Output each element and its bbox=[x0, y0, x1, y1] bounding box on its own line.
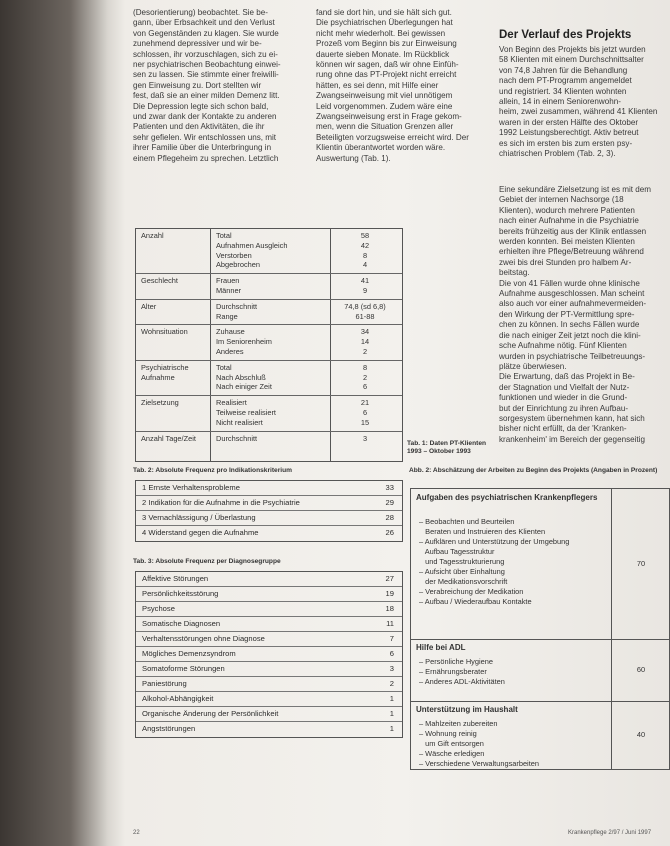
table3-row-value: 2 bbox=[389, 679, 394, 688]
table1-group-label: Zielsetzung bbox=[141, 398, 179, 408]
table1-caption: Tab. 1: Daten PT-Klienten 1993 – Oktober 1993 bbox=[407, 440, 487, 455]
table1-item-value: 4 bbox=[362, 260, 368, 270]
table1-item-value: 8 bbox=[362, 250, 368, 260]
figure2-item: – Mahlzeiten zubereiten bbox=[419, 719, 498, 728]
figure2-section-title: Unterstützung im Haushalt bbox=[416, 705, 518, 714]
table1-item-label: Nicht realisiert bbox=[216, 417, 263, 427]
table1-divider bbox=[136, 299, 402, 300]
table3-row-label: Alkohol-Abhängigkeit bbox=[142, 694, 214, 703]
table3-row bbox=[136, 587, 402, 602]
table3-row bbox=[136, 677, 402, 692]
table1-item-label: Abgebrochen bbox=[216, 260, 260, 270]
table1-item-label: Frauen bbox=[216, 276, 240, 286]
table3-row bbox=[136, 632, 402, 647]
table1-group-label: Wohnsituation bbox=[141, 327, 188, 337]
table3-row-label: Affektive Störungen bbox=[142, 574, 209, 583]
table1-item-label: Nach einiger Zeit bbox=[216, 382, 272, 392]
figure2-item: – Aufsicht über Einhaltung bbox=[419, 567, 505, 576]
figure2-item: Aufbau Tagesstruktur bbox=[419, 547, 495, 556]
table2-row-value: 26 bbox=[385, 528, 394, 537]
table3-row-label: Somatische Diagnosen bbox=[142, 619, 221, 628]
table1-item-value: 41 bbox=[360, 276, 370, 286]
table3-row-label: Somatoforme Störungen bbox=[142, 664, 225, 673]
table3-row-value: 6 bbox=[389, 649, 394, 658]
table1-item-value: 6 bbox=[362, 408, 368, 417]
figure2-item: der Medikationsvorschrift bbox=[419, 577, 508, 586]
figure2-item: – Verschiedene Verwaltungsarbeiten bbox=[419, 759, 539, 768]
table3-caption: Tab. 3: Absolute Frequenz per Diagnosegruppe bbox=[133, 558, 281, 565]
table2-row-label: 3 Vernachlässigung / Überlastung bbox=[142, 513, 256, 522]
figure2-section bbox=[411, 639, 669, 702]
table1-item-label: Männer bbox=[216, 286, 242, 295]
table3-row bbox=[136, 662, 402, 677]
figure2-section-title: Hilfe bei ADL bbox=[416, 643, 466, 652]
figure2-value: 60 bbox=[636, 665, 646, 674]
table2-row-value: 33 bbox=[385, 483, 394, 492]
table3-row-value: 7 bbox=[389, 634, 394, 643]
figure2 bbox=[410, 488, 670, 770]
figure2-item: Beraten und Instruieren des Klienten bbox=[419, 527, 546, 536]
figure2-item: – Aufbau / Wiederaufbau Kontakte bbox=[419, 597, 532, 606]
figure2-item: – Ernährungsberater bbox=[419, 667, 487, 676]
table1-divider bbox=[136, 324, 402, 325]
figure2-item: – Verabreichung der Medikation bbox=[419, 587, 524, 596]
table3-row bbox=[136, 647, 402, 662]
table1-group-label: Anzahl bbox=[141, 231, 164, 240]
table1-item-value: 74,8 (sd 6,8) bbox=[344, 301, 386, 311]
table1-item-label: Verstorben bbox=[216, 250, 252, 260]
table1-group-label: Alter bbox=[141, 301, 157, 311]
column3-text-top: Von Beginn des Projekts bis jetzt wurden 58 Klienten mit einem Durchschnittsalter von 74,8 Jahren für die Behandlung nach dem PT-Programm angemeldet und registriert. 34 Klienten wohnten allein, 14 in einem Seniorenwohn- heim, zwei zusammen, während 41 Klienten waren in der ersten Hälfte des Oktober 1992 Leistungsberechtigt. Aktiv betreut es sich im ersten bis zum ersten psy- chiatrischen Problem (Tab. 2, 3). bbox=[499, 45, 658, 159]
table3-row-label: Psychose bbox=[142, 604, 175, 613]
table3-row-label: Persönlichkeitsstörung bbox=[142, 589, 219, 598]
table3 bbox=[135, 571, 403, 738]
column2-text: fand sie dort hin, und sie hält sich gut. Die psychiatrischen Überlegungen hat nicht mehr wiederholt. Bei gewissen Prozeß vom Beginn bis zur Einweisung dauerte sieben Monate. Im Rückblick können wir sagen, daß wir ohne Einfüh- rung ohne das PT-Projekt nicht erreicht hätten, es sei denn, mit Hilfe einer Zwangseinweisung mit viel unnötigem Leid vorgenommen. Zudem wäre eine Zwangseinweisung erst in Frage gekom- men, wenn die Situation Grenzen aller Beteiligten vorzugsweise erreicht wird. Der Klientin überantwortet worden wäre. Auswertung (Tab. 1). bbox=[316, 8, 469, 163]
table1-item-value: 2 bbox=[362, 372, 368, 382]
figure2-item: um Gift entsorgen bbox=[419, 739, 484, 748]
figure2-value: 40 bbox=[636, 730, 646, 739]
table2-row-label: 1 Ernste Verhaltensprobleme bbox=[142, 483, 240, 492]
table1 bbox=[135, 228, 403, 462]
table3-row bbox=[136, 572, 402, 587]
column1-text: (Desorientierung) beobachtet. Sie be- gann, über Erbsachkeit und den Verlust von Gegenständen zu klagen. Sie wurde zunehmend depressiver und wir be- schlossen, ihr vorzuschlagen, sich zu ei- ner psychiatrischen Beobachtung einwei- sen zu lassen. Sie stimmte einer freiwilli- gen Einweisung zu. Dort stellten wir fest, daß sie an einer milden Demenz litt. Die Depression legte sich schon bald, und zwar dank der Kontakte zu anderen Patienten und den Aktivitäten, die ihr sehr gefielen. Wir entschlossen uns, mit ihrer Familie über die Unterbringung in einem Pflegeheim zu sprechen. Letztlich bbox=[133, 8, 281, 163]
table3-row bbox=[136, 722, 402, 736]
column3-text-bottom: Eine sekundäre Zielsetzung ist es mit dem Gebiet der internen Nachsorge (18 Klienten), wodurch mehrere Patienten nach einer Aufnahme in die Psychiatrie bereits frühzeitig aus der Klinik entlassen werden konnten. Bei meisten Klienten erhielten ihre Pflege/Betreuung während zwei bis drei Stunden pro halbem Ar- beitstag. Die von 41 Fällen wurde ohne klinische Aufnahme ausgeschlossen. Man scheint also auch vor einer aufnahmevermeiden- den Wirkung der PT-Vermittlung spre- chen zu können. In sechs Fällen wurde die nach einiger Zeit jetzt noch die klini- sche Aufnahme nötig. Fünf Klienten wurden in psychiatrische Teilbetreuungs- plätze überwiesen. Die Erwartung, daß das Projekt in Be- der Stagnation und Vielfalt der Nutz- funktionen und wieder in die Grund- but der Einrichtung zu ihren Aufbau- sorgesystem übernehmen kann, hat sich bisher nicht erfüllt, da der 'Kranken- krankenheim' im Bereich der gegenseitig bbox=[499, 185, 652, 444]
table3-row bbox=[136, 692, 402, 707]
figure2-section bbox=[411, 701, 669, 769]
table3-row-value: 1 bbox=[389, 694, 394, 703]
page-number: 22 bbox=[133, 830, 140, 836]
table1-item-label: Aufnahmen Ausgleich bbox=[216, 240, 288, 250]
table1-item-value: 3 bbox=[362, 433, 368, 443]
table1-group-label: Anzahl Tage/Zeit bbox=[141, 433, 196, 443]
table2-row bbox=[136, 496, 402, 511]
table3-row-label: Paniestörung bbox=[142, 679, 187, 688]
table1-item-value: 9 bbox=[362, 286, 368, 295]
table3-row-value: 1 bbox=[389, 709, 394, 718]
figure2-value: 70 bbox=[636, 559, 646, 568]
table1-item-value: 61-88 bbox=[355, 311, 375, 321]
table2-row-label: 4 Widerstand gegen die Aufnahme bbox=[142, 528, 259, 537]
table1-item-value: 42 bbox=[360, 240, 370, 250]
table1-divider bbox=[136, 273, 402, 274]
table2-row bbox=[136, 481, 402, 496]
figure2-column-divider bbox=[611, 701, 612, 769]
figure2-item: – Wäsche erledigen bbox=[419, 749, 485, 758]
journal-footer: Krankenpflege 2/97 / Juni 1997 bbox=[568, 830, 652, 836]
figure2-column-divider bbox=[611, 639, 612, 701]
figure2-column-divider bbox=[611, 489, 612, 639]
table1-item-value: 2 bbox=[362, 347, 368, 356]
table2-row-label: 2 Indikation für die Aufnahme in die Psychiatrie bbox=[142, 498, 300, 507]
table3-row-value: 1 bbox=[389, 724, 394, 733]
figure2-item: – Persönliche Hygiene bbox=[419, 657, 493, 666]
table1-group-label: Psychiatrische Aufnahme bbox=[141, 362, 189, 382]
table1-item-label: Total bbox=[216, 362, 232, 372]
table1-item-label: Nach Abschluß bbox=[216, 372, 266, 382]
table3-row-value: 27 bbox=[385, 574, 394, 583]
table2-caption: Tab. 2: Absolute Frequenz pro Indikationskriterium bbox=[133, 467, 292, 474]
table1-item-label: Zuhause bbox=[216, 327, 245, 337]
table1-divider bbox=[136, 360, 402, 361]
table1-item-value: 14 bbox=[360, 337, 370, 347]
table3-row bbox=[136, 617, 402, 632]
table3-row-label: Mögliches Demenzsyndrom bbox=[142, 649, 236, 658]
table1-item-label: Im Seniorenheim bbox=[216, 337, 272, 347]
table1-item-value: 6 bbox=[362, 382, 368, 392]
table1-item-value: 8 bbox=[362, 362, 368, 372]
table1-item-label: Range bbox=[216, 311, 238, 321]
table3-row-label: Verhaltensstörungen ohne Diagnose bbox=[142, 634, 265, 643]
table3-row-value: 18 bbox=[385, 604, 394, 613]
figure2-caption: Abb. 2: Abschätzung der Arbeiten zu Beginn des Projekts (Angaben in Prozent) bbox=[409, 467, 658, 474]
table3-row-value: 3 bbox=[389, 664, 394, 673]
table3-row bbox=[136, 707, 402, 722]
table1-item-value: 15 bbox=[360, 417, 370, 427]
table2-row bbox=[136, 526, 402, 540]
table1-item-label: Teilweise realisiert bbox=[216, 408, 276, 417]
table1-item-value: 34 bbox=[360, 327, 370, 337]
table1-divider bbox=[136, 431, 402, 432]
figure2-section bbox=[411, 489, 669, 640]
figure2-item: – Anderes ADL-Aktivitäten bbox=[419, 677, 505, 686]
table1-group-label: Geschlecht bbox=[141, 276, 178, 286]
table3-row-value: 11 bbox=[386, 619, 394, 628]
table2 bbox=[135, 480, 403, 542]
figure2-item: – Beobachten und Beurteilen bbox=[419, 517, 515, 526]
table1-item-label: Total bbox=[216, 231, 232, 240]
table2-row bbox=[136, 511, 402, 526]
figure2-item: und Tagesstrukturierung bbox=[419, 557, 505, 566]
table1-item-label: Anderes bbox=[216, 347, 244, 356]
table1-item-value: 21 bbox=[360, 398, 370, 408]
table1-item-label: Realisiert bbox=[216, 398, 247, 408]
table2-row-value: 29 bbox=[385, 498, 394, 507]
table2-row-value: 28 bbox=[385, 513, 394, 522]
table1-item-value: 58 bbox=[360, 231, 370, 240]
figure2-section-title: Aufgaben des psychiatrischen Krankenpflegers bbox=[416, 493, 598, 502]
section-title: Der Verlauf des Projekts bbox=[499, 29, 632, 41]
table1-item-label: Durchschnitt bbox=[216, 433, 258, 443]
table1-divider bbox=[136, 395, 402, 396]
table3-row-label: Organische Änderung der Persönlichkeit bbox=[142, 709, 279, 718]
table1-item-label: Durchschnitt bbox=[216, 301, 258, 311]
figure2-item: – Wohnung reinig bbox=[419, 729, 477, 738]
table3-row bbox=[136, 602, 402, 617]
table3-row-value: 19 bbox=[385, 589, 394, 598]
figure2-item: – Aufklären und Unterstützung der Umgebung bbox=[419, 537, 570, 546]
table3-row-label: Angststörungen bbox=[142, 724, 196, 733]
